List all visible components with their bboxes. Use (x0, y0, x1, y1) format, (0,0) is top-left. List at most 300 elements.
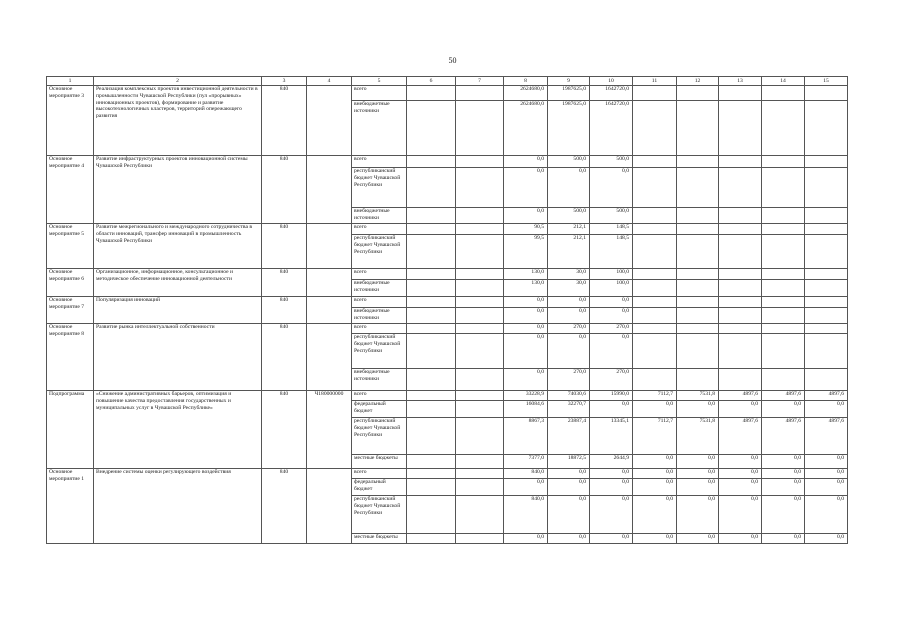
value-cell: 840,0 (504, 469, 548, 479)
value-cell: 0,0 (677, 479, 719, 496)
value-cell: 0,0 (548, 469, 590, 479)
value-cell: 30,0 (548, 280, 590, 297)
value-cell (407, 156, 456, 168)
value-cell (805, 269, 848, 280)
column-number: 10 (590, 77, 633, 86)
value-cell (762, 168, 805, 208)
value-cell: 0,0 (805, 469, 848, 479)
value-cell (762, 308, 805, 324)
column-number: 15 (805, 77, 848, 86)
value-cell (407, 86, 456, 101)
value-cell (407, 479, 456, 496)
funding-source-cell: республиканский бюджет Чувашской Республики (352, 168, 407, 208)
value-cell (719, 156, 762, 168)
value-cell: 0,0 (504, 156, 548, 168)
table-row (47, 156, 848, 168)
value-cell (456, 269, 504, 280)
header-row (47, 77, 848, 86)
value-cell (456, 469, 504, 479)
value-cell: 4897,6 (805, 391, 848, 401)
program-code-cell: Основное мероприятие 4 (47, 156, 94, 224)
value-cell: 0,0 (719, 479, 762, 496)
value-cell: 15990,0 (590, 391, 633, 401)
value-cell: 13345,1 (590, 418, 633, 455)
csr-cell (307, 324, 352, 391)
value-cell (719, 224, 762, 235)
grbs-cell: 840 (262, 156, 307, 224)
value-cell: 0,0 (504, 369, 548, 391)
page-number: 50 (448, 56, 457, 65)
value-cell: 23887,4 (548, 418, 590, 455)
program-name-cell: Реализация комплексных проектов инвестиционной деятельности в промышленности Чувашской Республики (пул «прорывных» инновационных проектов), формирование и развитие высокотехнологичных кластеров, территорий опережающего развития (94, 86, 262, 156)
value-cell: 0,0 (504, 208, 548, 224)
grbs-cell: 840 (262, 224, 307, 269)
funding-source-cell: всего (352, 297, 407, 308)
column-number: 8 (504, 77, 548, 86)
value-cell (633, 224, 677, 235)
funding-source-cell: республиканский бюджет Чувашской Республики (352, 235, 407, 269)
value-cell: 0,0 (633, 401, 677, 418)
value-cell: 0,0 (633, 496, 677, 534)
value-cell: 90,5 (504, 224, 548, 235)
value-cell (456, 418, 504, 455)
column-number: 12 (677, 77, 719, 86)
value-cell (805, 334, 848, 369)
funding-source-cell: республиканский бюджет Чувашской Республики (352, 334, 407, 369)
funding-source-cell: всего (352, 156, 407, 168)
value-cell (407, 334, 456, 369)
funding-source-cell: федеральный бюджет (352, 479, 407, 496)
value-cell (805, 369, 848, 391)
value-cell (805, 297, 848, 308)
value-cell: 0,0 (677, 496, 719, 534)
value-cell (456, 455, 504, 469)
funding-source-cell: внебюджетные источники (352, 308, 407, 324)
value-cell (407, 308, 456, 324)
value-cell: 2624680,0 (504, 86, 548, 101)
column-number: 5 (352, 77, 407, 86)
value-cell: 7112,7 (633, 391, 677, 401)
value-cell: 0,0 (548, 479, 590, 496)
csr-cell (307, 86, 352, 156)
value-cell: 0,0 (590, 534, 633, 544)
value-cell (719, 334, 762, 369)
value-cell (677, 280, 719, 297)
value-cell: 0,0 (504, 324, 548, 334)
value-cell (456, 401, 504, 418)
value-cell (719, 168, 762, 208)
value-cell: 500,0 (548, 156, 590, 168)
value-cell: 0,0 (548, 308, 590, 324)
value-cell: 270,0 (548, 369, 590, 391)
value-cell: 0,0 (762, 455, 805, 469)
value-cell: 0,0 (805, 401, 848, 418)
value-cell (805, 156, 848, 168)
table-row (47, 269, 848, 280)
value-cell (677, 269, 719, 280)
funding-source-cell: республиканский бюджет Чувашской Республики (352, 418, 407, 455)
column-number: 13 (719, 77, 762, 86)
value-cell (762, 297, 805, 308)
value-cell (805, 235, 848, 269)
value-cell (719, 269, 762, 280)
column-number: 7 (456, 77, 504, 86)
program-code-cell: Основное мероприятие 7 (47, 297, 94, 324)
value-cell: 0,0 (762, 496, 805, 534)
column-number: 1 (47, 77, 94, 86)
value-cell: 0,0 (719, 469, 762, 479)
value-cell (805, 208, 848, 224)
value-cell (456, 101, 504, 156)
csr-cell: Ч180000000 (307, 391, 352, 469)
value-cell: 0,0 (548, 496, 590, 534)
value-cell: 270,0 (590, 324, 633, 334)
value-cell: 270,0 (590, 369, 633, 391)
value-cell (407, 168, 456, 208)
value-cell: 0,0 (805, 534, 848, 544)
csr-cell (307, 156, 352, 224)
value-cell: 2624680,0 (504, 101, 548, 156)
value-cell (456, 208, 504, 224)
value-cell (719, 308, 762, 324)
funding-source-cell: всего (352, 324, 407, 334)
value-cell: 0,0 (590, 401, 633, 418)
value-cell (633, 168, 677, 208)
value-cell: 0,0 (504, 308, 548, 324)
funding-source-cell: всего (352, 224, 407, 235)
value-cell: 0,0 (504, 479, 548, 496)
value-cell (762, 224, 805, 235)
value-cell: 7377,0 (504, 455, 548, 469)
value-cell (456, 391, 504, 401)
value-cell (805, 324, 848, 334)
value-cell: 212,1 (548, 235, 590, 269)
value-cell (456, 496, 504, 534)
column-number: 11 (633, 77, 677, 86)
value-cell (407, 297, 456, 308)
value-cell: 0,0 (548, 334, 590, 369)
value-cell (456, 280, 504, 297)
program-name-cell: Внедрение системы оценки регулирующего воздействия (94, 469, 262, 544)
value-cell: 0,0 (633, 455, 677, 469)
value-cell: 0,0 (590, 308, 633, 324)
value-cell: 30,0 (548, 269, 590, 280)
value-cell (633, 308, 677, 324)
funding-source-cell: всего (352, 391, 407, 401)
table-row (47, 224, 848, 235)
value-cell (677, 208, 719, 224)
value-cell: 0,0 (633, 479, 677, 496)
value-cell (762, 334, 805, 369)
value-cell (719, 86, 762, 101)
value-cell: 7112,7 (633, 418, 677, 455)
table-row (47, 86, 848, 101)
value-cell (762, 101, 805, 156)
value-cell: 0,0 (590, 334, 633, 369)
value-cell: 32270,7 (548, 401, 590, 418)
program-name-cell: Организационное, информационное, консультационное и методическое обеспечение инновационной деятельности (94, 269, 262, 297)
value-cell (407, 280, 456, 297)
value-cell (762, 269, 805, 280)
program-name-cell: Развитие рынка интеллектуальной собственности (94, 324, 262, 391)
value-cell (633, 324, 677, 334)
value-cell: 0,0 (548, 168, 590, 208)
value-cell (407, 324, 456, 334)
value-cell: 4897,6 (719, 391, 762, 401)
value-cell: 74030,6 (548, 391, 590, 401)
value-cell: 16084,6 (504, 401, 548, 418)
value-cell (719, 208, 762, 224)
value-cell: 212,1 (548, 224, 590, 235)
column-number: 14 (762, 77, 805, 86)
value-cell: 1987625,0 (548, 101, 590, 156)
value-cell: 1642720,0 (590, 86, 633, 101)
value-cell: 0,0 (677, 534, 719, 544)
value-cell (762, 156, 805, 168)
value-cell: 0,0 (719, 496, 762, 534)
value-cell: 0,0 (762, 469, 805, 479)
value-cell (633, 156, 677, 168)
table-row (47, 324, 848, 334)
funding-source-cell: внебюджетные источники (352, 101, 407, 156)
value-cell (762, 208, 805, 224)
value-cell: 0,0 (548, 297, 590, 308)
value-cell: 4897,6 (762, 391, 805, 401)
column-number: 2 (94, 77, 262, 86)
value-cell: 7531,8 (677, 391, 719, 401)
value-cell (762, 324, 805, 334)
funding-source-cell: местные бюджеты (352, 455, 407, 469)
grbs-cell: 840 (262, 324, 307, 391)
column-number: 3 (262, 77, 307, 86)
value-cell: 0,0 (719, 401, 762, 418)
value-cell: 0,0 (762, 401, 805, 418)
value-cell: 0,0 (805, 455, 848, 469)
value-cell (677, 297, 719, 308)
value-cell (677, 101, 719, 156)
csr-cell (307, 224, 352, 269)
value-cell (456, 224, 504, 235)
value-cell: 840,0 (504, 496, 548, 534)
value-cell: 0,0 (504, 168, 548, 208)
value-cell: 1642720,0 (590, 101, 633, 156)
budget-table (46, 76, 848, 544)
value-cell: 0,0 (504, 297, 548, 308)
value-cell: 0,0 (805, 479, 848, 496)
value-cell (633, 369, 677, 391)
grbs-cell: 840 (262, 269, 307, 297)
value-cell (677, 324, 719, 334)
value-cell: 4897,6 (762, 418, 805, 455)
value-cell (762, 280, 805, 297)
funding-source-cell: внебюджетные источники (352, 369, 407, 391)
value-cell (407, 391, 456, 401)
value-cell: 8867,3 (504, 418, 548, 455)
value-cell: 0,0 (677, 401, 719, 418)
program-code-cell: Основное мероприятие 3 (47, 86, 94, 156)
table-row (47, 391, 848, 401)
value-cell (677, 308, 719, 324)
value-cell (677, 235, 719, 269)
program-name-cell: Развитие межрегионального и международного сотрудничества в области инноваций, трансфер инноваций в промышленность Чувашской Республики (94, 224, 262, 269)
value-cell (719, 324, 762, 334)
value-cell (762, 369, 805, 391)
value-cell (407, 369, 456, 391)
value-cell (719, 297, 762, 308)
value-cell (805, 308, 848, 324)
value-cell (677, 369, 719, 391)
value-cell: 0,0 (590, 479, 633, 496)
funding-source-cell: всего (352, 269, 407, 280)
csr-cell (307, 269, 352, 297)
value-cell: 100,0 (590, 280, 633, 297)
value-cell: 270,0 (548, 324, 590, 334)
program-name-cell: «Снижение административных барьеров, оптимизация и повышение качества предоставления государственных и муниципальных услуг в Чувашской Республике» (94, 391, 262, 469)
program-name-cell: Популяризация инноваций (94, 297, 262, 324)
column-number: 9 (548, 77, 590, 86)
funding-source-cell: внебюджетные источники (352, 280, 407, 297)
program-code-cell: Основное мероприятие 1 (47, 469, 94, 544)
value-cell (633, 86, 677, 101)
value-cell: 500,0 (590, 156, 633, 168)
value-cell (456, 324, 504, 334)
value-cell (407, 534, 456, 544)
value-cell (407, 101, 456, 156)
value-cell (805, 86, 848, 101)
funding-source-cell: всего (352, 86, 407, 101)
value-cell (456, 297, 504, 308)
value-cell: 500,0 (548, 208, 590, 224)
value-cell (633, 297, 677, 308)
value-cell: 99,5 (504, 235, 548, 269)
value-cell: 148,5 (590, 224, 633, 235)
value-cell: 0,0 (548, 534, 590, 544)
grbs-cell: 840 (262, 297, 307, 324)
table-row (47, 297, 848, 308)
value-cell: 130,0 (504, 269, 548, 280)
value-cell: 0,0 (633, 534, 677, 544)
value-cell (633, 334, 677, 369)
value-cell: 0,0 (719, 455, 762, 469)
grbs-cell: 840 (262, 86, 307, 156)
value-cell (633, 235, 677, 269)
value-cell: 0,0 (762, 479, 805, 496)
value-cell: 0,0 (590, 297, 633, 308)
value-cell: 0,0 (504, 334, 548, 369)
value-cell: 4897,6 (719, 418, 762, 455)
value-cell (456, 334, 504, 369)
value-cell: 0,0 (590, 168, 633, 208)
value-cell (719, 101, 762, 156)
funding-source-cell: республиканский бюджет Чувашской Республики (352, 496, 407, 534)
value-cell (407, 224, 456, 235)
value-cell: 33228,9 (504, 391, 548, 401)
value-cell (456, 86, 504, 101)
grbs-cell: 840 (262, 391, 307, 469)
value-cell (407, 496, 456, 534)
value-cell (456, 308, 504, 324)
value-cell: 0,0 (805, 496, 848, 534)
value-cell (633, 269, 677, 280)
value-cell: 0,0 (719, 534, 762, 544)
value-cell: 7531,8 (677, 418, 719, 455)
value-cell (677, 156, 719, 168)
program-name-cell: Развитие инфраструктурных проектов инновационной системы Чувашской Республики (94, 156, 262, 224)
value-cell (805, 280, 848, 297)
value-cell: 2644,9 (590, 455, 633, 469)
funding-source-cell: федеральный бюджет (352, 401, 407, 418)
value-cell (407, 269, 456, 280)
value-cell (719, 235, 762, 269)
value-cell: 0,0 (590, 469, 633, 479)
value-cell (633, 208, 677, 224)
value-cell (677, 334, 719, 369)
value-cell (407, 455, 456, 469)
value-cell: 0,0 (633, 469, 677, 479)
funding-source-cell: местные бюджеты (352, 534, 407, 544)
value-cell (677, 86, 719, 101)
value-cell (719, 369, 762, 391)
value-cell (633, 280, 677, 297)
value-cell: 0,0 (677, 469, 719, 479)
value-cell (762, 86, 805, 101)
value-cell: 130,0 (504, 280, 548, 297)
value-cell (407, 469, 456, 479)
value-cell (762, 235, 805, 269)
value-cell (407, 208, 456, 224)
csr-cell (307, 297, 352, 324)
value-cell: 0,0 (504, 534, 548, 544)
value-cell (407, 401, 456, 418)
program-code-cell: Основное мероприятие 5 (47, 224, 94, 269)
value-cell (456, 168, 504, 208)
value-cell: 1987625,0 (548, 86, 590, 101)
value-cell: 0,0 (590, 496, 633, 534)
value-cell (456, 534, 504, 544)
value-cell (633, 101, 677, 156)
value-cell (719, 280, 762, 297)
value-cell (677, 168, 719, 208)
program-code-cell: Основное мероприятие 6 (47, 269, 94, 297)
value-cell: 18872,5 (548, 455, 590, 469)
value-cell (456, 479, 504, 496)
value-cell (456, 369, 504, 391)
value-cell: 100,0 (590, 269, 633, 280)
funding-source-cell: внебюджетные источники (352, 208, 407, 224)
value-cell (407, 235, 456, 269)
column-number: 4 (307, 77, 352, 86)
column-number: 6 (407, 77, 456, 86)
value-cell: 0,0 (677, 455, 719, 469)
grbs-cell: 840 (262, 469, 307, 544)
table-row (47, 469, 848, 479)
value-cell (805, 168, 848, 208)
value-cell (805, 224, 848, 235)
value-cell: 148,5 (590, 235, 633, 269)
value-cell (407, 418, 456, 455)
value-cell: 500,0 (590, 208, 633, 224)
funding-source-cell: всего (352, 469, 407, 479)
value-cell (805, 101, 848, 156)
value-cell (456, 235, 504, 269)
program-code-cell: Основное мероприятие 8 (47, 324, 94, 391)
value-cell: 0,0 (762, 534, 805, 544)
value-cell (677, 224, 719, 235)
value-cell (456, 156, 504, 168)
value-cell: 4897,6 (805, 418, 848, 455)
csr-cell (307, 469, 352, 544)
program-code-cell: Подпрограмма (47, 391, 94, 469)
